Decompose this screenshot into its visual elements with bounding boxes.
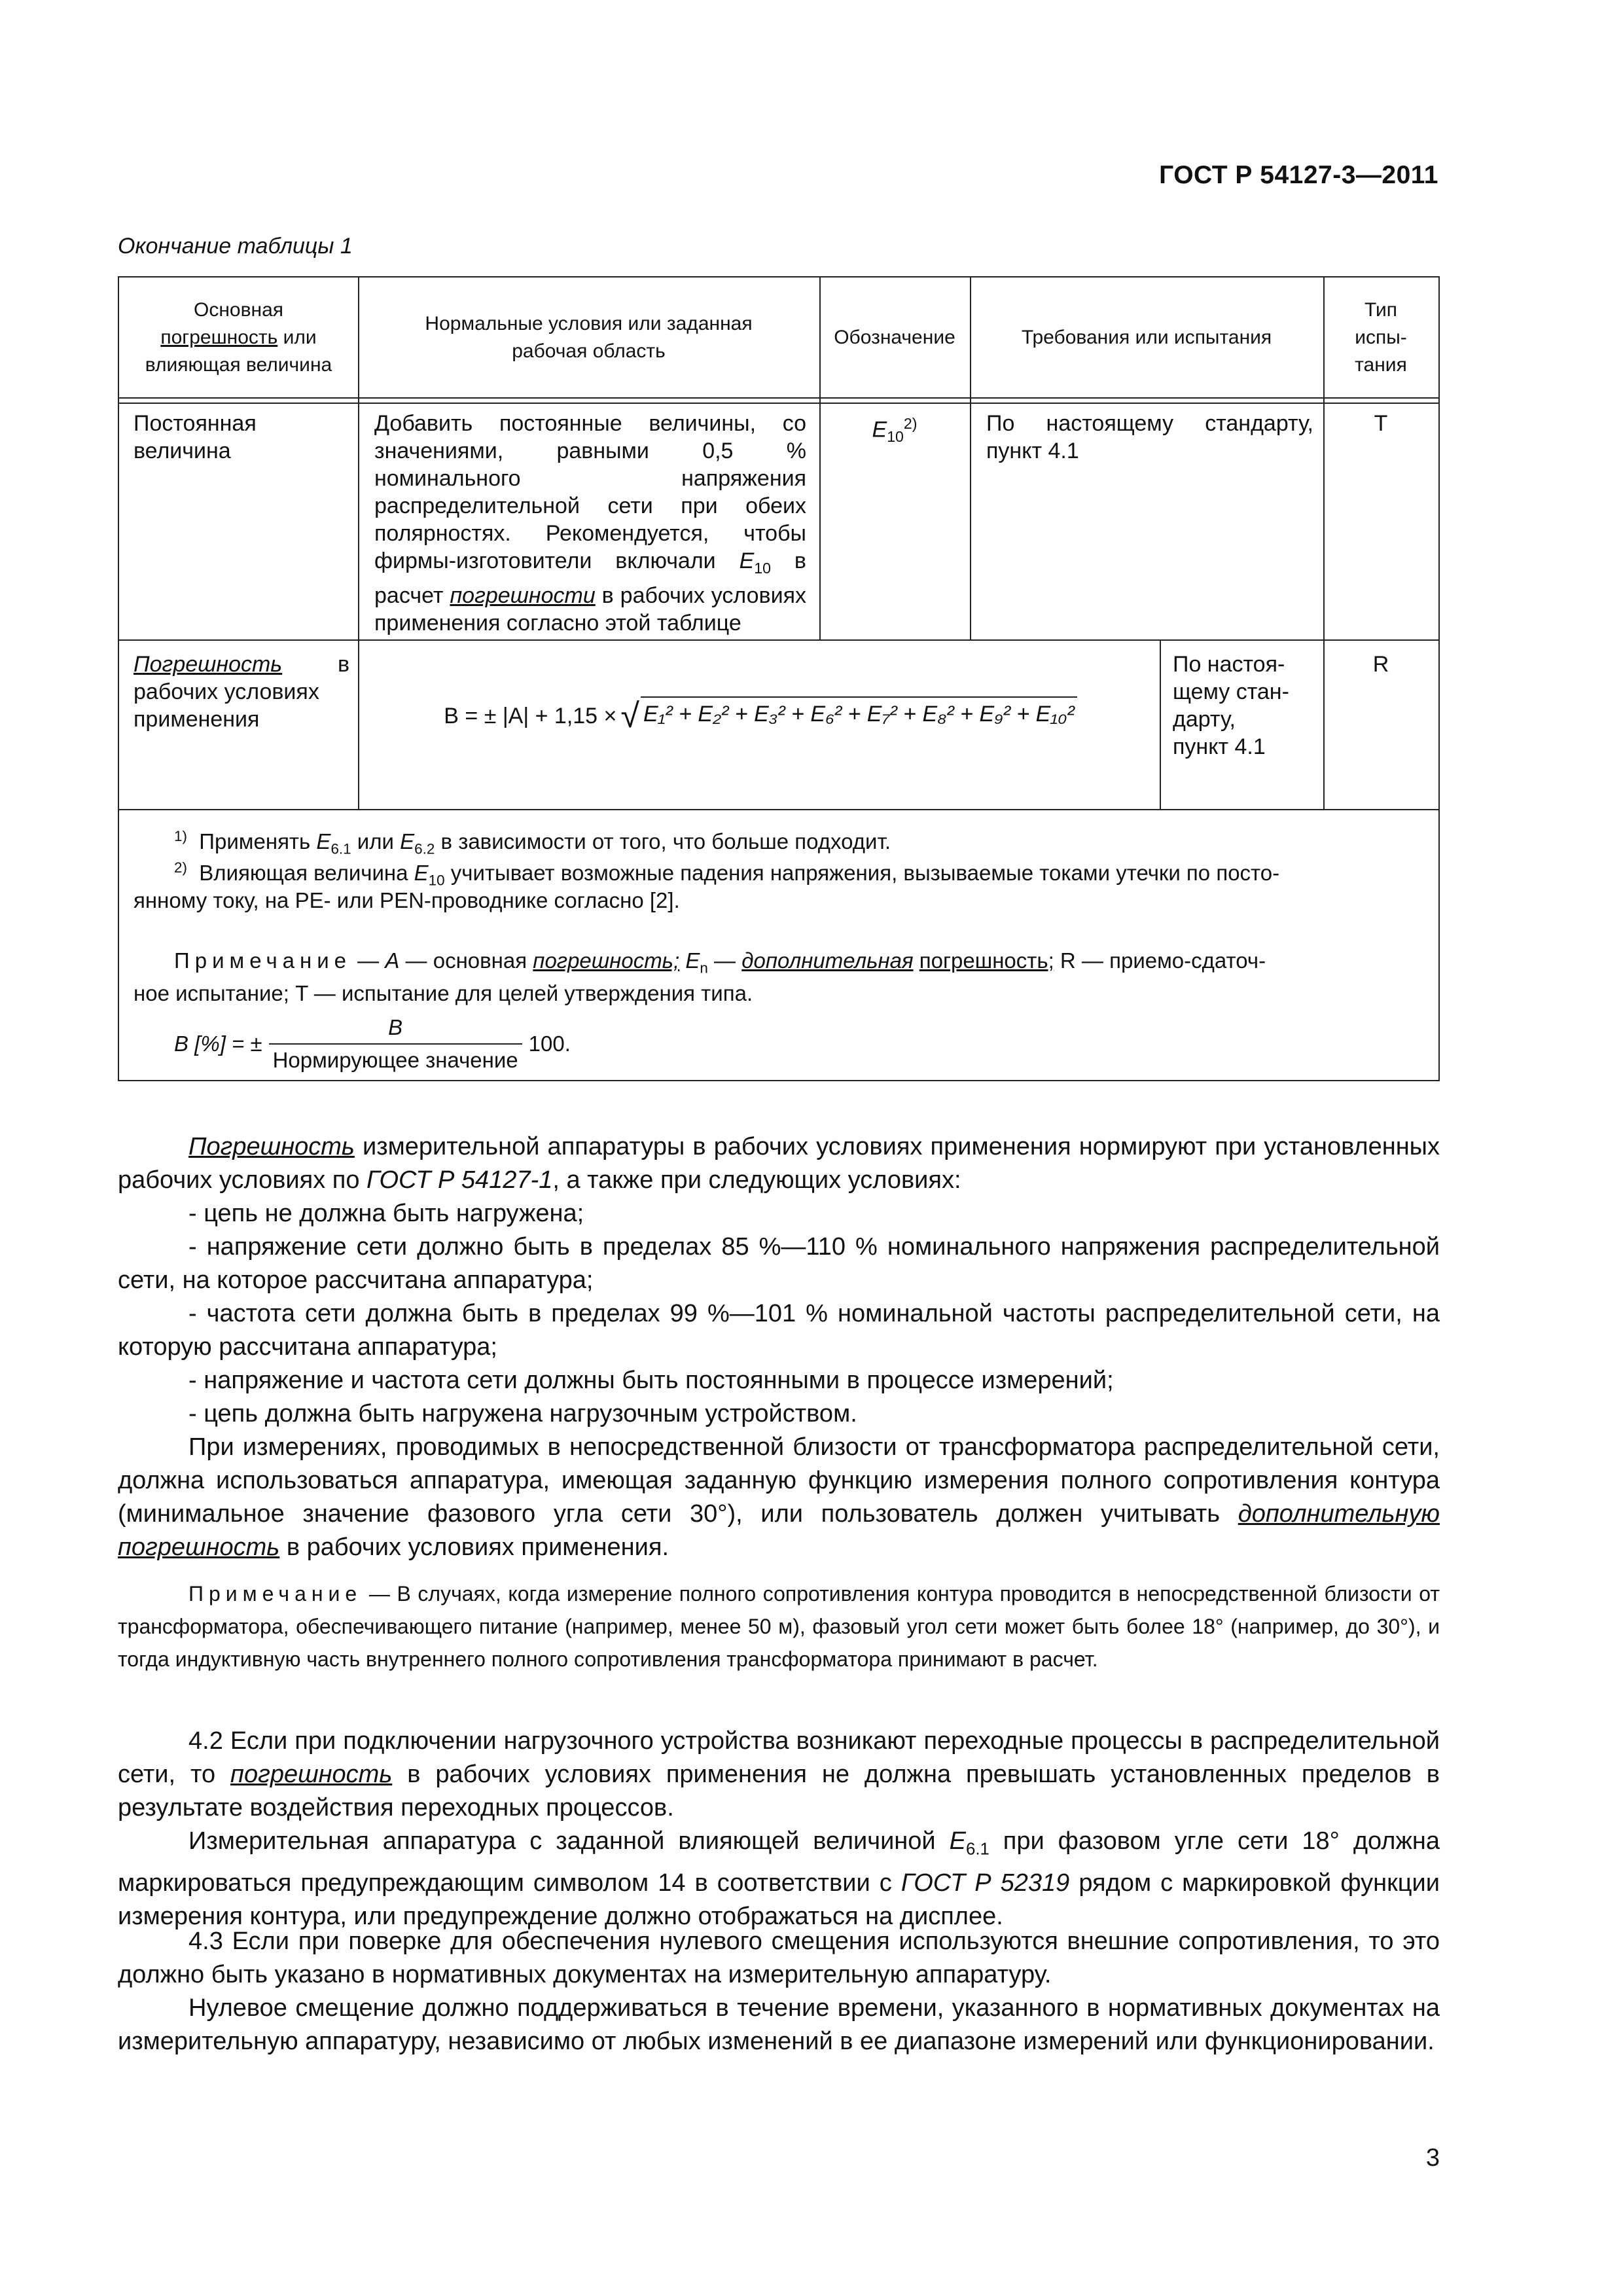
requirements-table [118, 276, 1440, 1081]
note-text: R — приемо-сдаточ- [1054, 948, 1266, 973]
symbol-subscript: n [700, 960, 708, 977]
list-item: - цепь должна быть нагружена нагрузочным устройством. [188, 1400, 857, 1427]
body-text: ГОСТ Р 52319 [901, 1869, 1070, 1897]
row-divider [119, 639, 1438, 641]
body-text: погрешность [230, 1761, 393, 1788]
header-text: тания [1355, 353, 1407, 376]
column-header-symbol [819, 278, 970, 397]
note-text: погрешность; [919, 948, 1054, 973]
symbol-subscript: 6.1 [330, 840, 351, 857]
document-code: ГОСТ Р 54127-3—2011 [1159, 161, 1438, 189]
symbol-text: E [400, 829, 415, 853]
symbol-subscript: 6.1 [965, 1840, 990, 1859]
paragraph-1 [118, 1130, 1440, 1197]
cell-text: величина [134, 439, 231, 463]
body-text: в рабочих условиях применения. [279, 1534, 669, 1561]
symbol-text: E [414, 861, 429, 885]
note-text: дополнительная [741, 948, 914, 973]
note-text [914, 948, 919, 973]
note-text: — В случаях, когда измерение полного сопротивления контура проводится в непосредственной близости от трансформатора, обеспечивающего питание (например, менее 50 м), фазовый угол сети может быть более 18° (например, до 30°), и тогда индуктивную часть внутреннего полного сопротивления трансформатора принимают в расчет. [118, 1582, 1440, 1671]
row2-requirement [1173, 651, 1317, 761]
column-header-requirements [970, 278, 1323, 397]
root-sign: √ [620, 697, 639, 735]
header-text: или [277, 326, 317, 348]
formula-left: B [%] = ± [174, 1031, 262, 1056]
table-caption: Окончание таблицы 1 [118, 234, 353, 259]
footnote-text: Влияющая величина [199, 861, 414, 885]
cell-text: рабочих условиях [134, 679, 319, 704]
header-text: испы- [1355, 326, 1407, 348]
column-header-conditions [358, 278, 819, 397]
section-4-3: 4.3 Если при поверке для обеспечения нулевого смещения используются внешние сопротивления, то это должно быть указано в нормативных документах на измерительную аппаратуру. [118, 1928, 1440, 1988]
cell-text: щему стан- [1173, 679, 1289, 704]
note-text: — основная [399, 948, 533, 973]
formula-radicand: E₁² + E₂² + E₃² + E₆² + E₇² + E₈² + E₉² + E₁₀² [641, 696, 1077, 736]
footnote-mark: 1) [174, 828, 187, 844]
error-formula [371, 696, 1150, 736]
header-divider [119, 403, 1438, 404]
paragraph-5 [118, 1825, 1440, 1933]
formula-left: B = ± |A| + 1,15 × [444, 703, 617, 728]
note-text: погрешность; [533, 948, 680, 973]
footnote-text: Применять [199, 829, 317, 853]
row1-symbol [819, 410, 970, 450]
row1-requirement: По настоящему стандарту, пункт 4.1 [986, 411, 1313, 463]
body-text: Погрешность [188, 1133, 355, 1160]
paragraph-6: Нулевое смещение должно поддерживаться в течение времени, указанного в нормативных документах на измерительную аппаратуру, независимо от любых изменений в ее диапазоне измерений или функционировании. [118, 1994, 1440, 2055]
fraction [269, 1012, 522, 1076]
cell-text: Постоянная [134, 411, 257, 436]
symbol-subscript: 10 [887, 428, 904, 446]
footnote-2-continued: янному току, на PE- или PEN-проводнике согласно [2]. [134, 888, 680, 912]
header-text: Требования или испытания [1021, 326, 1272, 348]
col-divider [1160, 639, 1161, 809]
body-text: ГОСТ Р 54127-1 [366, 1166, 553, 1194]
cell-text: Добавить постоянные величины, со значениями, равными 0,5 % номинального напряжения распределительной сети при обеих полярностях. Рекомендуется, чтобы фирмы-изготовители включали [374, 411, 806, 573]
note-label: Примечание [188, 1582, 363, 1605]
body-text: при фазовом угле сети 18° должна маркироваться предупреждающим символом 14 в соответствии с [118, 1827, 1440, 1897]
note-text: — [707, 948, 742, 973]
page-number: 3 [1425, 2144, 1440, 2172]
column-header-quantity [119, 278, 358, 397]
symbol-text: E [739, 548, 755, 573]
list-item: - напряжение сети должно быть в пределах 85 %—110 % номинального напряжения распределительной сети, на которое рассчитана аппаратура; [118, 1233, 1440, 1294]
cell-text: в рабочих условиях применения согласно этой таблице [374, 583, 806, 636]
footnote-text: или [351, 829, 401, 853]
formula-right: 100. [528, 1031, 571, 1056]
table-note-continued: ное испытание; T — испытание для целей утверждения типа. [134, 981, 753, 1005]
body-text: При измерениях, проводимых в непосредственной близости от трансформатора распределительной сети, должна использоваться аппаратура, имеющая заданную функцию измерения полного сопротивления контура (минимальное значение фазового угла сети 30°), или пользователь должен учитывать [118, 1433, 1440, 1528]
square-root [620, 696, 1077, 736]
header-text: Обозначение [834, 326, 955, 348]
section-4-2 [118, 1725, 1440, 1825]
fraction-numerator: B [388, 1015, 403, 1039]
body-text: Измерительная аппаратура с заданной влияющей величиной [188, 1827, 950, 1855]
row1-quantity [134, 410, 349, 465]
note-paragraph [118, 1577, 1440, 1676]
footnote-text: в зависимости от того, что больше подходит. [435, 829, 891, 853]
list-item: - цепь не должна быть нагружена; [188, 1200, 584, 1227]
symbol-subscript: 10 [428, 872, 445, 889]
cell-text: погрешности [450, 583, 596, 608]
footnote-text: учитывает возможные падения напряжения, вызываемые токами утечки по посто- [444, 861, 1280, 885]
list-item: - напряжение и частота сети должны быть постоянными в процессе измерений; [188, 1367, 1114, 1394]
note-label: Примечание [174, 948, 352, 973]
footnote-mark: 2) [903, 415, 918, 432]
symbol-text: E [316, 829, 331, 853]
header-text: погрешность [160, 326, 278, 348]
header-divider [119, 397, 1438, 399]
cell-text: Погрешность [134, 652, 283, 677]
header-text: Тип [1364, 298, 1397, 321]
cell-text: в расчет [374, 548, 806, 608]
note-text: — [351, 948, 385, 973]
footnote-mark: 2) [174, 859, 187, 876]
fraction-denominator: Нормирующее значение [269, 1043, 522, 1076]
cell-text: дарту, [1173, 707, 1236, 732]
header-text: рабочая область [512, 340, 666, 362]
paragraph-2 [118, 1431, 1440, 1564]
body-text: измерительной аппаратуры в рабочих условиях применения нормируют при установленных рабочих условиях по [118, 1133, 1440, 1194]
cell-text: в [337, 652, 349, 677]
symbol-subscript: 10 [754, 559, 771, 577]
cell-text: пункт 4.1 [1173, 734, 1266, 759]
relative-error-formula [174, 1012, 571, 1076]
row-divider [119, 809, 1438, 810]
row1-type: T [1374, 411, 1388, 436]
symbol-subscript: 6.2 [414, 840, 435, 857]
header-text: Основная [193, 298, 284, 321]
row2-quantity [134, 651, 349, 733]
column-header-test-type [1323, 278, 1438, 397]
symbol-text: E [949, 1827, 966, 1855]
row1-conditions [374, 410, 806, 637]
body-text: 4.2 Если при подключении нагрузочного устройства возникают переходные процессы в распределительной сети, то [118, 1727, 1440, 1788]
cell-text: По настоя- [1173, 652, 1285, 677]
header-text: влияющая величина [145, 353, 332, 376]
symbol-text: E [872, 417, 887, 442]
header-text: Нормальные условия или заданная [425, 312, 753, 334]
body-text: , а также при следующих условиях: [552, 1166, 961, 1194]
row2-type: R [1372, 652, 1389, 677]
list-item: - частота сети должна быть в пределах 99 %—101 % номинальной частоты распределительной сети, на которую рассчитана аппаратура; [118, 1300, 1440, 1361]
body-text: дополнительную погрешность [118, 1500, 1440, 1561]
symbol-text: E [679, 948, 700, 973]
symbol-text: A [385, 948, 400, 973]
body-text: в рабочих условиях применения не должна превышать установленных пределов в результате воздействия переходных процессов. [118, 1761, 1440, 1821]
cell-text: применения [134, 707, 260, 732]
body-text: рядом с маркировкой функции измерения контура, или предупреждение должно отображаться на дисплее. [118, 1869, 1440, 1930]
